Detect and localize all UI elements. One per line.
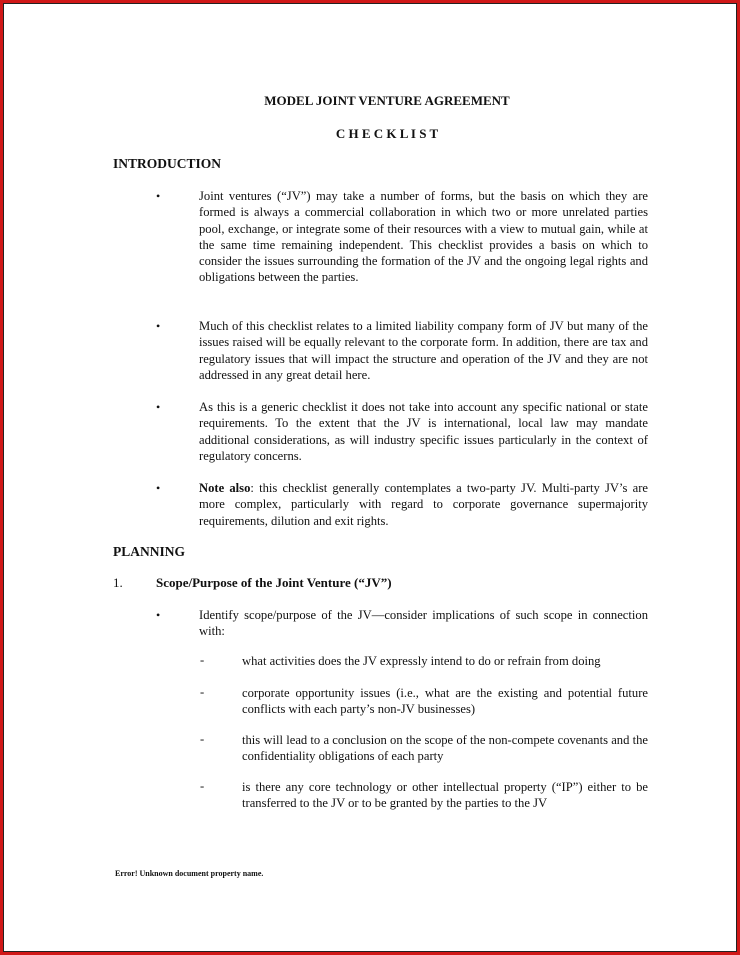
- bullet-icon: •: [156, 319, 161, 333]
- footer-text: Error! Unknown document property name.: [115, 869, 264, 878]
- bullet-icon: •: [156, 189, 161, 203]
- planning-bullet-text: Identify scope/purpose of the JV—consider implications of such scope in connection with:: [199, 608, 648, 639]
- planning-heading: PLANNING: [113, 544, 186, 559]
- document-subtitle: C H E C K L I S T: [335, 126, 439, 141]
- section-number: 1.: [113, 575, 123, 590]
- intro-bullet-text: As this is a generic checklist it does not take into account any specific national or state requirements. To the extent that the JV is international, local law may mandate additional considerations, as will industry specific issues particularly in the context of regulatory concerns.: [199, 400, 648, 463]
- dash-item-text: what activities does the JV expressly intend to do or refrain from doing: [242, 654, 601, 668]
- note-label: Note also: [199, 481, 251, 495]
- introduction-heading: INTRODUCTION: [113, 156, 222, 171]
- intro-bullet-text: Much of this checklist relates to a limited liability company form of JV but many of the issues raised will be equally relevant to the corporate form. In addition, there are tax and regulatory issues that will impact the structure and operation of the JV and they are not addressed in any great detail here.: [199, 319, 648, 382]
- dash-item-text: corporate opportunity issues (i.e., what are the existing and potential future conflicts with each party’s non-JV businesses): [242, 686, 648, 717]
- intro-note-text: [199, 480, 648, 529]
- note-body: : this checklist generally contemplates a two-party JV. Multi-party JV’s are more complex, particularly with regard to corporate governance supermajority requirements, dilution and exit rights.: [199, 481, 648, 528]
- bullet-icon: •: [156, 608, 161, 622]
- dash-marker: -: [200, 779, 205, 793]
- document-title: MODEL JOINT VENTURE AGREEMENT: [264, 93, 510, 108]
- dash-item-text: this will lead to a conclusion on the scope of the non-compete covenants and the confidentiality obligations of each party: [242, 733, 648, 764]
- section-title: Scope/Purpose of the Joint Venture (“JV”): [156, 575, 392, 590]
- bullet-icon: •: [156, 400, 161, 414]
- dash-marker: -: [200, 732, 205, 746]
- intro-bullet-text: Joint ventures (“JV”) may take a number of forms, but the basis on which they are formed is always a commercial collaboration in which two or more unrelated parties pool, exchange, or integrate some of their resources with a view to mutual gain, while at the same time remaining independent. This checklist provides a basis on which to consider the issues surrounding the formation of the JV and the ongoing legal rights and obligations between the parties.: [199, 189, 648, 285]
- dash-marker: -: [200, 685, 205, 699]
- dash-marker: -: [200, 653, 205, 667]
- bullet-icon: •: [156, 481, 161, 495]
- dash-item-text: is there any core technology or other intellectual property (“IP”) either to be transferred to the JV or to be granted by the parties to the JV: [242, 780, 648, 811]
